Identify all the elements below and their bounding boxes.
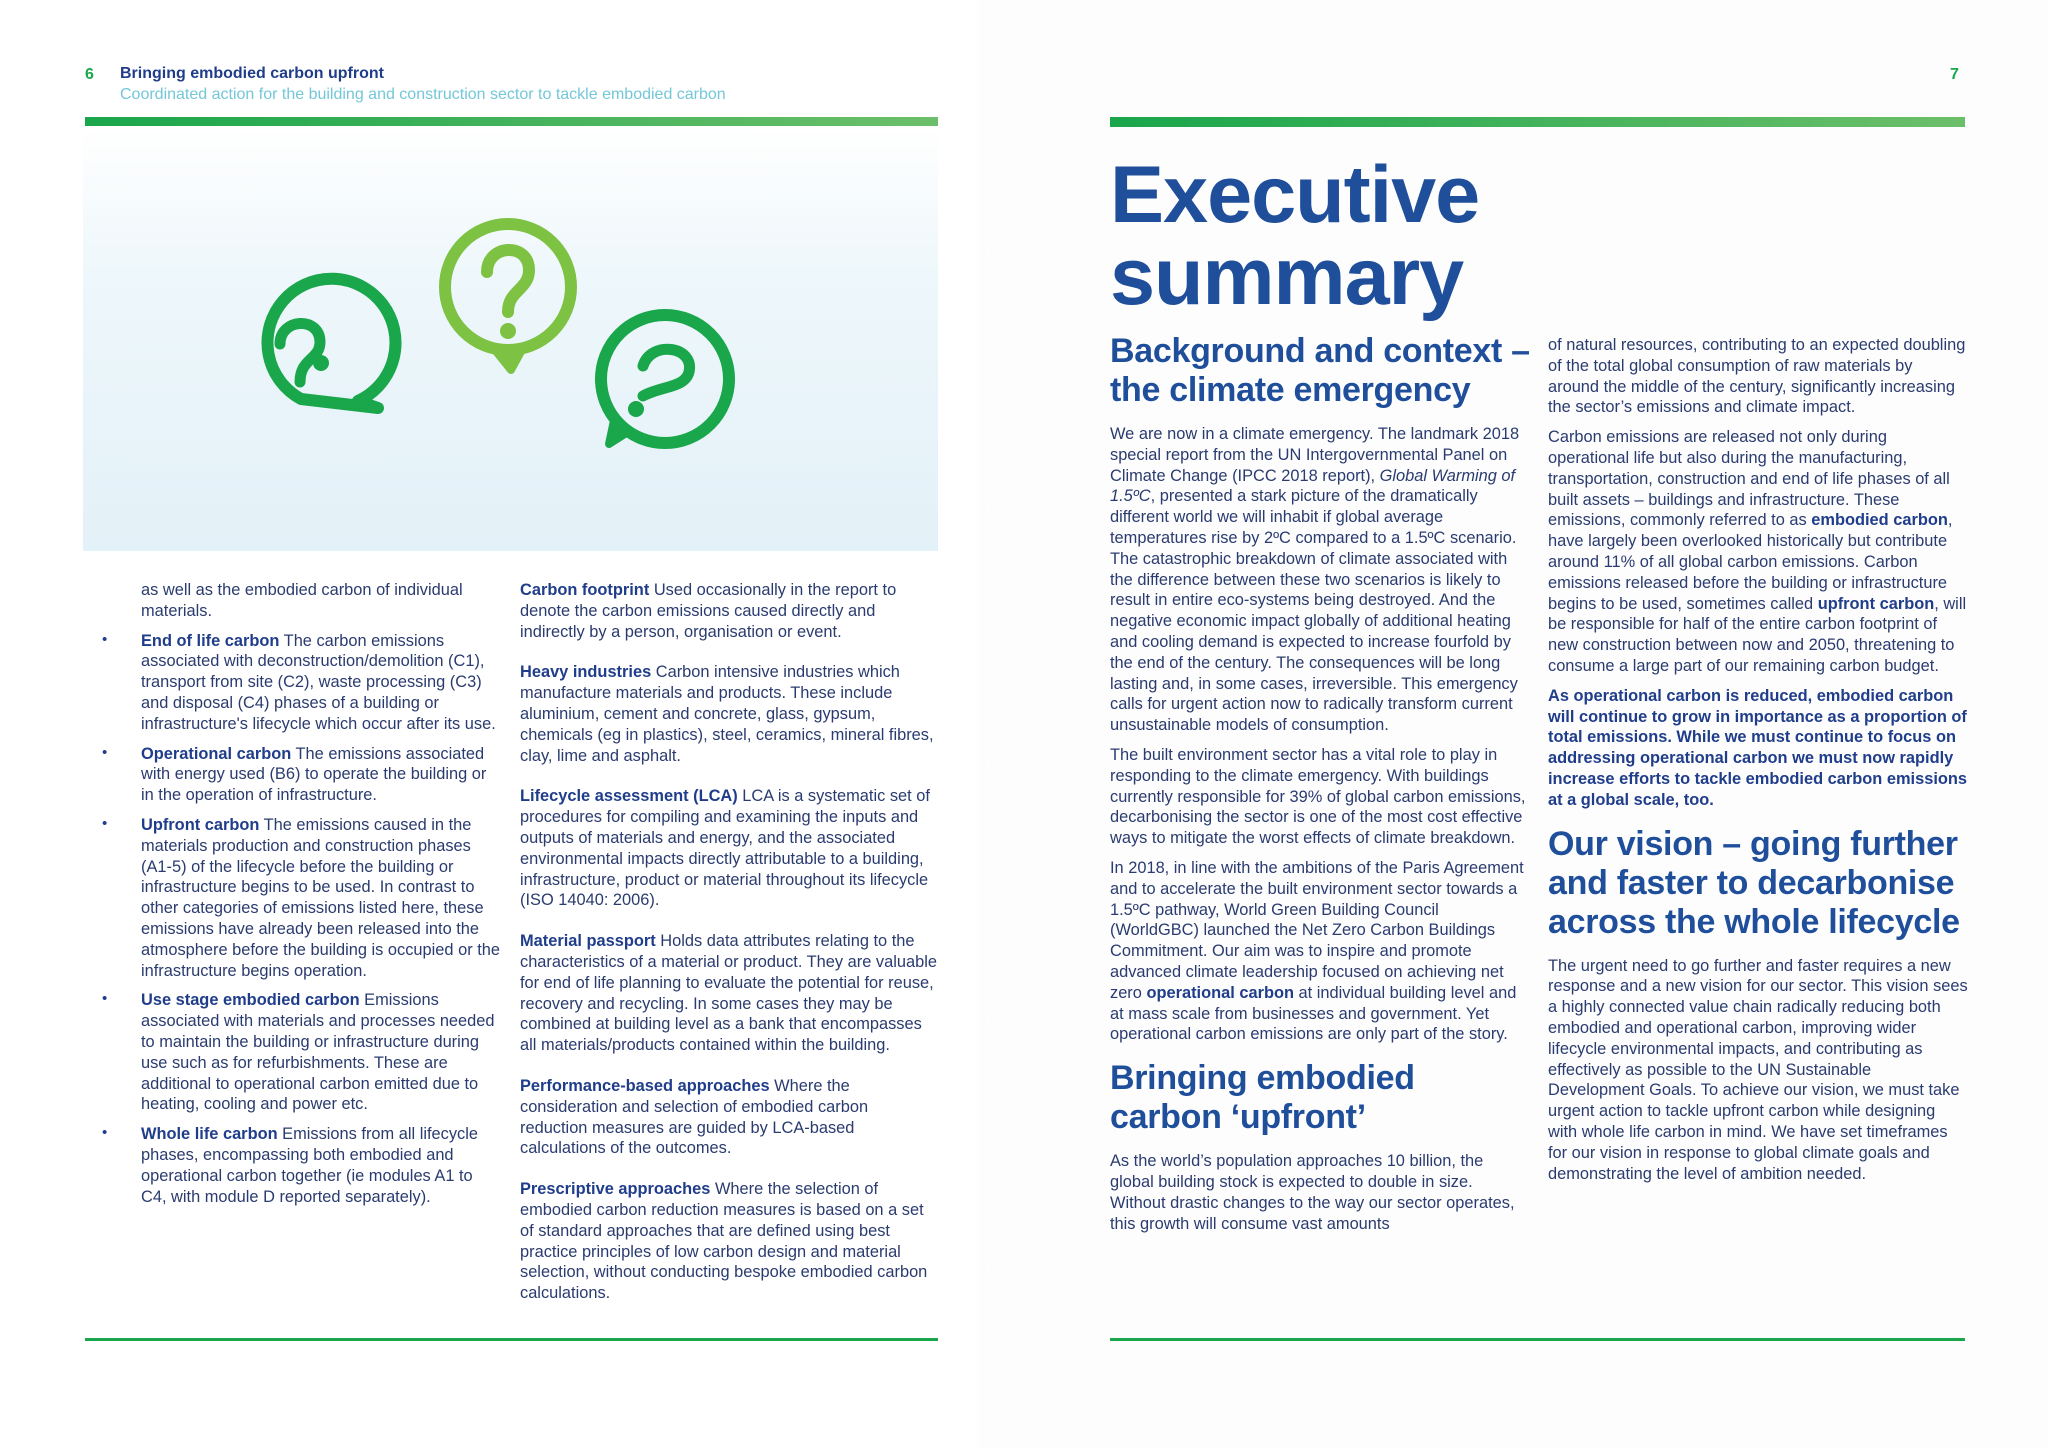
heading-line: Background and context – <box>1110 332 1530 370</box>
text-run: Carbon emissions are released not only during operational life but also during the manufacturing, transportation, construction and end of life phases of all built assets – buildings and infrastructure. These emissions, commonly referred to as <box>1548 428 1950 530</box>
paragraph-population: As the world’s population approaches 10 billion, the global building stock is expected to double in size. Without drastic changes to the way our sector operates, this growth will consume vast amounts <box>1110 1152 1515 1233</box>
definition-item <box>520 580 940 642</box>
paragraph-vision: The urgent need to go further and faster requires a new response and a new vision for our sector. This vision sees a highly connected value chain radically reducing both embodied and operational carbon, improving wider lifecycle environmental impacts, and contributing as effectively as possible to the UN Sustainable Development Goals. To achieve our vision, we must take urgent action to tackle upfront carbon while designing with whole life carbon in mind. We have set timeframes for our vision in response to global climate goals and demonstrating the level of ambition needed. <box>1548 956 1968 1183</box>
glossary-definition: Emissions associated with materials and processes needed to maintain the building or infrastructure during use such as for refurbishments. These are additional to operational carbon emitted due to heating, cooling and power etc. <box>141 991 495 1114</box>
glossary-term: Whole life carbon <box>141 1125 278 1144</box>
definition-text: Holds data attributes relating to the characteristics of a material or product. They are valuable for end of life planning to evaluate the potential for reuse, recovery and recycling. In some cases they may be combined at building level as a bank that encompasses all materials/products contained within the building. <box>520 932 937 1055</box>
bold-term: upfront carbon <box>1817 594 1935 613</box>
heading-line: across the whole lifecycle <box>1548 902 1960 941</box>
glossary-column-2 <box>520 580 940 1324</box>
bullet-dot-icon: • <box>102 814 108 832</box>
report-title-italic: Global Warming of 1.5ºC <box>1110 466 1516 506</box>
bullet-dot-icon: • <box>102 990 108 1008</box>
bullet-dot-icon: • <box>102 1124 108 1142</box>
paragraph-climate-emergency <box>1110 424 1530 736</box>
text-run: , have largely been overlooked historically but contribute around 11% of all global carbon emissions. Carbon emissions released before the building or infrastructure begins to be used, sometimes called <box>1548 511 1953 613</box>
heading-line: Bringing embodied <box>1110 1059 1415 1098</box>
bold-term: operational carbon <box>1146 983 1294 1002</box>
left-page <box>0 0 985 1448</box>
bullet-dot-icon: • <box>102 630 108 648</box>
glossary-term: Use stage embodied carbon <box>141 991 360 1010</box>
heading-line: Our vision – going further <box>1548 824 1958 863</box>
paragraph-highlight: As operational carbon is reduced, embodied carbon will continue to grow in importance as a proportion of total emissions. While we must continue to focus on addressing operational carbon we must now rapidly increase efforts to tackle embodied carbon emissions at a global scale, too. <box>1548 686 1968 809</box>
definition-term: Performance-based approaches <box>520 1076 770 1095</box>
heading-line: and faster to decarbonise <box>1548 863 1955 902</box>
running-title: Bringing embodied carbon upfront <box>120 65 384 82</box>
definition-item <box>520 786 940 911</box>
running-subtitle: Coordinated action for the building and construction sector to tackle embodied carbon <box>120 86 726 103</box>
question-bubbles-illustration <box>83 126 938 551</box>
text-run: , will be responsible for half of the entire carbon footprint of new construction between now and 2050, threatening to consume a large part of our remaining carbon budget. <box>1548 594 1967 675</box>
heading-line: the climate emergency <box>1110 371 1471 409</box>
section-heading-background <box>1110 332 1530 410</box>
definition-term: Prescriptive approaches <box>520 1180 711 1199</box>
definition-item <box>520 1179 940 1304</box>
page-title-line-1: Executive <box>1110 150 1480 240</box>
page-number-left: 6 <box>85 66 94 83</box>
definition-text: Carbon intensive industries which manufacture materials and products. These include aluminium, cement and concrete, glass, gypsum, chemicals (eg in plastics), steel, ceramics, mineral fibres, clay, lime and asphalt. <box>520 663 934 765</box>
text-run: In 2018, in line with the ambitions of the Paris Agreement and to accelerate the built environment sector towards a 1.5ºC pathway, World Green Building Council (WorldGBC) launched the Net Zero Carbon Buildings Commitment. Our aim was to inspire and promote advanced climate leadership focused on achieving net zero <box>1110 858 1524 1002</box>
bottom-rule-left <box>85 1338 938 1341</box>
definition-item <box>520 662 940 766</box>
page-title <box>1110 150 1480 322</box>
bold-term: embodied carbon <box>1811 511 1948 530</box>
definition-item <box>520 931 940 1056</box>
paragraph-natural-resources: of natural resources, contributing to an expected doubling of the total global consumption of raw materials by around the middle of the century, significantly increasing the sector’s emissions and climate impact. <box>1548 336 1966 417</box>
question-bubble-icon-center <box>445 224 571 370</box>
definition-item <box>520 1076 940 1159</box>
glossary-bullet <box>102 990 502 1115</box>
glossary-term: End of life carbon <box>141 631 280 650</box>
page-title-line-2: summary <box>1110 232 1464 322</box>
heading-line: carbon ‘upfront’ <box>1110 1098 1366 1137</box>
top-rule-right <box>1110 117 1965 127</box>
bottom-rule-right <box>1110 1338 1965 1341</box>
section-heading-vision <box>1548 825 1968 942</box>
summary-column-2 <box>1548 335 1968 1193</box>
glossary-bullet <box>102 1124 502 1207</box>
section-heading-upfront <box>1110 1059 1530 1137</box>
page-number-right: 7 <box>1950 66 1959 83</box>
paragraph-built-environment: The built environment sector has a vital role to play in responding to the climate emergency. With buildings currently responsible for 39% of global carbon emissions, decarbonising the sector is one of the most cost effective ways to mitigate the worst effects of climate breakdown. <box>1110 745 1526 848</box>
glossary-definition: The emissions caused in the materials production and construction phases (A1-5) of the lifecycle before the building or infrastructure begins to be used. In contrast to other categories of emissions listed here, these emissions have already been released into the atmosphere before the building is occupied or the infrastructure begins operation. <box>141 815 501 980</box>
paragraph-worldgbc <box>1110 858 1530 1045</box>
definition-text: Where the consideration and selection of embodied carbon reduction measures are guided by LCA-based calculations of the outcomes. <box>520 1076 869 1158</box>
definition-text: LCA is a systematic set of procedures for compiling and examining the inputs and outputs of materials and energy, and the associated environmental impacts directly attributable to a building, infrastructure, product or material throughout its lifecycle (ISO 14040: 2006). <box>520 787 930 910</box>
definition-text: Used occasionally in the report to denote the carbon emissions caused directly and indirectly by a person, organisation or event. <box>520 581 897 641</box>
summary-column-1 <box>1110 332 1530 1243</box>
glossary-intro: as well as the embodied carbon of individual materials. <box>141 581 463 620</box>
glossary-definition: Emissions from all lifecycle phases, encompassing both embodied and operational carbon together (ie modules A1 to C4, with module D reported separately). <box>141 1125 478 1206</box>
definition-text: Where the selection of embodied carbon reduction measures is based on a set of standard approaches that are defined using best practice principles of low carbon design and material selection, without conducting bespoke embodied carbon calculations. <box>520 1180 928 1303</box>
glossary-bullet <box>102 630 502 735</box>
text-run: We are now in a climate emergency. The landmark 2018 special report from the UN Intergovernmental Panel on Climate Change (IPCC 2018 report), <box>1110 425 1520 485</box>
question-bubble-icon-right <box>601 315 729 444</box>
definition-term: Material passport <box>520 932 656 951</box>
definition-term: Carbon footprint <box>520 581 650 599</box>
glossary-bullet <box>102 743 502 806</box>
hero-illustration <box>83 126 938 551</box>
glossary-column-1 <box>102 580 502 1216</box>
question-bubble-icon-left <box>268 279 396 408</box>
paragraph-embodied-carbon <box>1548 427 1968 677</box>
glossary-definition: The emissions associated with energy used (B6) to operate the building or in the operation of infrastructure. <box>141 744 487 805</box>
glossary-term: Operational carbon <box>141 744 292 763</box>
definition-term: Lifecycle assessment (LCA) <box>520 787 738 806</box>
text-run: at individual building level and at mass scale from businesses and government. Yet operational carbon emissions are only part of the story. <box>1110 983 1517 1044</box>
text-run: , presented a stark picture of the dramatically different world we will inhabit if global average temperatures rise by 2ºC compared to a 1.5ºC scenario. The catastrophic breakdown of climate associated with the difference between these two scenarios is likely to result in entire eco-systems being destroyed. And the negative economic impact globally of additional heating and cooling demand is expected to increase fourfold by the end of the century. The consequences will be long lasting and, in some cases, irreversible. This emergency calls for urgent action now to radically transform current unsustainable models of consumption. <box>1110 487 1518 735</box>
glossary-term: Upfront carbon <box>141 815 260 834</box>
glossary-bullet-list <box>102 630 502 1208</box>
glossary-bullet <box>102 814 502 981</box>
glossary-definition: The carbon emissions associated with deconstruction/demolition (C1), transport from site (C2), waste processing (C3) and disposal (C4) phases of a building or infrastructure's lifecycle which occur after its use. <box>141 631 496 733</box>
definition-term: Heavy industries <box>520 663 652 682</box>
bullet-dot-icon: • <box>102 743 108 761</box>
